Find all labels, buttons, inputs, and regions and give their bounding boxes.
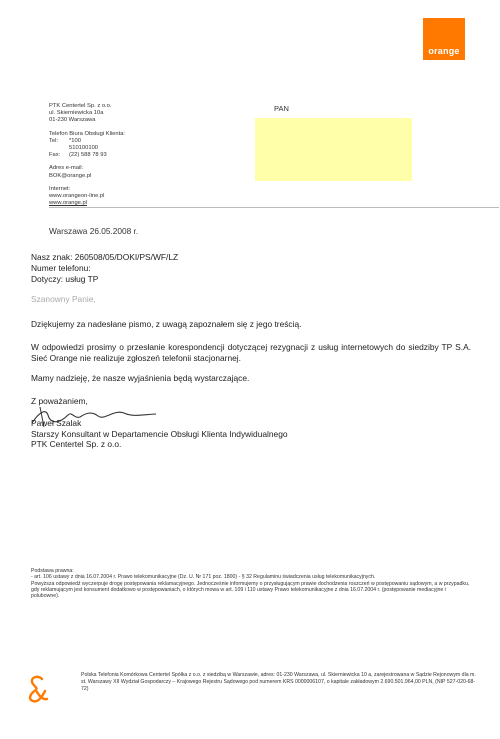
web-address-2: www.orange.pl: [49, 200, 88, 207]
fax-row: [49, 152, 125, 159]
paragraph-1: Dziękujemy za nadesłane pismo, z uwagą zapoznałem się z jego treścią.: [31, 319, 302, 329]
legal-line-2: Powyższa odpowiedź wyczerpuje drogę postępowania reklamacyjnego. Jednocześnie informujemy o przysługującym prawie dochodzenia roszczeń w postępowaniu sądowym, a w przypadku, gdy reklamującym jest konsument dodatkowo w postępowaniach, o których mowa w art. 109 i 110 ustawy Prawo telekomunikacyjne z dnia 16.07.2004 r. (postępowanie mediacyjne i polubowne).: [31, 580, 470, 600]
recipient-label: PAN: [274, 104, 289, 113]
closing: Z poważaniem,: [31, 396, 88, 406]
office-label: Telefon Biura Obsługi Klienta:: [49, 130, 126, 137]
tel2: 510100100: [69, 145, 99, 152]
tel-label: Tel:: [49, 137, 59, 144]
internet-label: Internet:: [49, 185, 71, 192]
fax-label: Fax:: [49, 152, 61, 159]
header-divider: [49, 207, 499, 208]
paragraph-3: Mamy nadzieję, że nasze wyjaśnienia będą wystarczające.: [31, 373, 250, 383]
signer-company: PTK Centertel Sp. z o.o.: [31, 439, 122, 449]
signer-title: Starszy Konsultant w Departamencie Obsługi Klienta Indywidualnego: [31, 428, 288, 439]
tel-row: [49, 138, 125, 145]
signer-block: [31, 418, 288, 450]
legal-heading: Podstawa prawna:: [31, 568, 74, 574]
phone-number-label: Numer telefonu:: [31, 263, 91, 273]
footer-company-info: Polska Telefonia Komórkowa Centertel Spółka z o.o. z siedzibą w Warszawie, adres: 01-230 Warszawa, ul. Skierniewicka 10 a, zarejestrowana w Sądzie Rejonowym dla m. st. Warszawy XII Wydział Gospodarczy – Krajowego Rejestru Sądowego pod numerem KRS 0000006107, o kapitale zakładowym 2.690.501.964,00 PLN, (NIP 527-020-68-72): [81, 672, 476, 692]
recipient-address-redacted: [255, 118, 412, 181]
fax-number: (22) 588 78 93: [69, 152, 107, 159]
signer-name: Paweł Szalak: [31, 418, 82, 428]
web-address-1: www.orangeon-line.pl: [49, 193, 105, 200]
orange-logo: [423, 18, 465, 60]
legal-notice: [31, 568, 473, 599]
paragraph-2: W odpowiedzi prosimy o przesłanie korespondencji dotyczącej rezygnacji z usług internetowych do siedziby TP S.A. Sieć Orange nie realizuje zgłoszeń telefonii stacjonarnej.: [31, 342, 471, 363]
ampersand-icon: [24, 673, 50, 705]
legal-line-1: - art. 106 ustawy z dnia 16.07.2004 r. Prawo telekomunikacyjne (Dz. U. Nr 171 poz. 1800) - § 32 Regulaminu świadczenia usług telekomunikacyjnych.: [31, 574, 376, 581]
reference-block: [31, 252, 178, 285]
sender-city: 01-230 Warszawa: [49, 117, 96, 124]
reference-number: Nasz znak: 260508/05/DOKI/PS/WF/LZ: [31, 252, 179, 262]
email-label: Adres e-mail:: [49, 165, 84, 172]
sender-street: ul. Skierniewicka 10a: [49, 110, 104, 117]
sender-company: PTK Centertel Sp. z o.o.: [49, 103, 112, 109]
sender-address-block: [49, 103, 125, 207]
salutation: Szanowny Panie,: [31, 294, 96, 304]
email-address: BOK@orange.pl: [49, 172, 92, 179]
subject-line: Dotyczy: usług TP: [31, 274, 99, 284]
tel1: *100: [69, 137, 81, 144]
logo-text: orange: [428, 46, 460, 56]
letter-date: Warszawa 26.05.2008 r.: [49, 226, 139, 236]
